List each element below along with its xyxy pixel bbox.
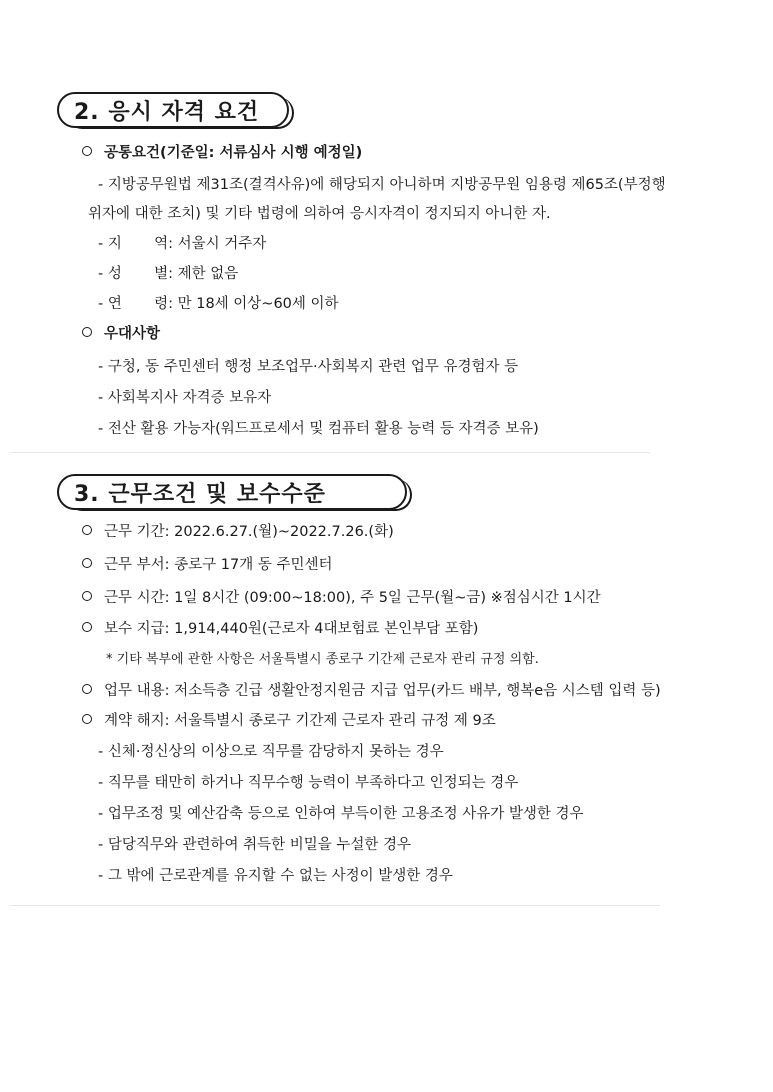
pay (82, 619, 478, 639)
work-hours (82, 588, 601, 608)
duty (82, 681, 661, 701)
pay-text: 보수 지급: 1,914,440원(근로자 4대보험료 본인부담 포함) (104, 621, 479, 637)
circle-bullet-icon (82, 327, 92, 337)
preference-item-2: - 사회복지사 자격증 보유자 (98, 390, 272, 406)
requirement-gender: - 성 별: 제한 없음 (98, 266, 239, 282)
common-requirements-heading (82, 143, 362, 163)
contract-termination-text: 계약 해지: 서울특별시 종로구 기간제 근로자 관리 규정 제 9조 (104, 713, 496, 729)
termination-item-1: - 신체·정신상의 이상으로 직무를 감당하지 못하는 경우 (98, 744, 444, 760)
pay-note: * 기타 복부에 관한 사항은 서울특별시 종로구 기간제 근로자 관리 규정 의함. (106, 652, 539, 667)
preference-heading (82, 324, 160, 344)
common-requirements-desc-2: 위자에 대한 조치) 및 기타 법령에 의하여 응시자격이 정지되지 아니한 자. (88, 206, 551, 222)
circle-bullet-icon (82, 714, 92, 724)
work-department-text: 근무 부서: 종로구 17개 동 주민센터 (104, 557, 333, 573)
termination-item-3: - 업무조정 및 예산감축 등으로 인하여 부득이한 고용조정 사유가 발생한 경우 (98, 806, 584, 822)
circle-bullet-icon (82, 558, 92, 568)
divider (10, 452, 650, 453)
common-requirements-title: 공통요건(기준일: 서류심사 시행 예정일) (104, 145, 363, 161)
circle-bullet-icon (82, 622, 92, 632)
common-requirements-desc-1: - 지방공무원법 제31조(결격사유)에 해당되지 아니하며 지방공무원 임용령 제65조(부정행 (98, 177, 666, 193)
work-hours-text: 근무 시간: 1일 8시간 (09:00~18:00), 주 5일 근무(월~금) ※점심시간 1시간 (104, 590, 601, 606)
preference-item-1: - 구청, 동 주민센터 행정 보조업무·사회복지 관련 업무 유경험자 등 (98, 359, 519, 375)
work-period-text: 근무 기간: 2022.6.27.(월)~2022.7.26.(화) (104, 524, 394, 540)
work-period (82, 522, 394, 542)
section-3-title: 3. 근무조건 및 보수수준 (74, 481, 326, 507)
preference-title: 우대사항 (104, 326, 161, 342)
divider (10, 905, 660, 906)
section-2-title: 2. 응시 자격 요건 (74, 99, 260, 125)
requirement-region: - 지 역: 서울시 거주자 (98, 236, 267, 252)
section-2-header (57, 92, 289, 128)
circle-bullet-icon (82, 591, 92, 601)
termination-item-2: - 직무를 태만히 하거나 직무수행 능력이 부족하다고 인정되는 경우 (98, 775, 519, 791)
section-3-header (57, 474, 407, 510)
circle-bullet-icon (82, 146, 92, 156)
circle-bullet-icon (82, 684, 92, 694)
contract-termination (82, 711, 496, 731)
duty-text: 업무 내용: 저소득층 긴급 생활안정지원금 지급 업무(카드 배부, 행복e음 시스템 입력 등) (104, 683, 661, 699)
circle-bullet-icon (82, 525, 92, 535)
preference-item-3: - 전산 활용 가능자(워드프로세서 및 컴퓨터 활용 능력 등 자격증 보유) (98, 421, 539, 437)
termination-item-5: - 그 밖에 근로관계를 유지할 수 없는 사정이 발생한 경우 (98, 868, 453, 884)
termination-item-4: - 담당직무와 관련하여 취득한 비밀을 누설한 경우 (98, 837, 412, 853)
requirement-age: - 연 령: 만 18세 이상~60세 이하 (98, 296, 339, 312)
work-department (82, 555, 332, 575)
